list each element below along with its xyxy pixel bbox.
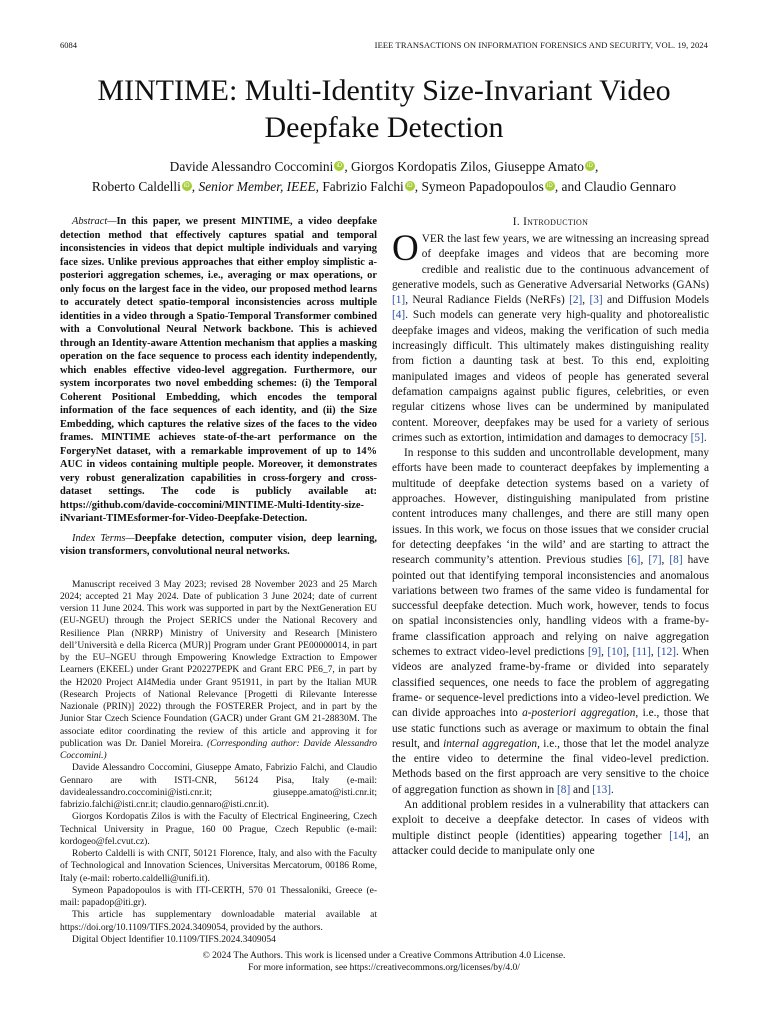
citation-link[interactable]: [8]	[669, 554, 683, 567]
author-role: Senior Member, IEEE	[198, 179, 316, 194]
orcid-icon[interactable]: iD	[334, 161, 344, 171]
citation-link[interactable]: [7]	[648, 554, 662, 567]
footnote: Digital Object Identifier 10.1109/TIFS.2024.3409054	[72, 934, 276, 945]
author-name: , Giorgos Kordopatis Zilos, Giuseppe Amato	[344, 159, 584, 174]
license-line: © 2024 The Authors. This work is licensed under a Creative Commons Attribution 4.0 License.	[202, 951, 566, 961]
citation-link[interactable]: [3]	[589, 294, 603, 307]
citation-link[interactable]: [14]	[669, 829, 688, 842]
index-terms-text: Deepfake detection, computer vision, deep learning, vision transformers, convolutional neural networks.	[60, 532, 377, 557]
author-name: , Symeon Papadopoulos	[414, 179, 544, 194]
citation-link[interactable]: [2]	[569, 294, 583, 307]
paragraph: OVER the last few years, we are witnessing an increasing spread of deepfake images and videos that are becoming more credible and realistic due to the continuous advancement of generative models, such as Generative Adversarial Networks (GANs) [1], Neural Radiance Fields (NeRFs) [2], [3] and Diffusion Models [4]. Such models can generate very high-quality and photorealistic deepfake images and videos, making the verification of such media increasingly difficult. This ultimately makes distinguishing reality from fiction a daunting task at best. To this end, exploiting manipulated images and videos of people has generated several defamation campaigns against public figures, celebrities, or even regular citizens whose lives can be undermined by manipulated content. Moreover, deepfakes may be used for a variety of serious crimes such as extortion, intimidation and damages to democracy [5].	[392, 228, 709, 444]
footnotes	[60, 579, 377, 947]
orcid-icon[interactable]: iD	[585, 161, 595, 171]
left-column	[60, 215, 377, 946]
paper-title: MINTIME: Multi-Identity Size-Invariant Video Deepfake Detection	[97, 74, 671, 144]
citation-link[interactable]: [9]	[587, 646, 602, 659]
right-column	[392, 215, 709, 859]
index-terms-label: Index Terms—	[72, 532, 135, 544]
author-list: Davide Alessandro Coccomini iD , Giorgos Kordopatis Zilos, Giuseppe Amato iD , Roberto Caldelli iD , Senior Member, IEEE, Fabrizio Falchi iD , Symeon Papadopoulos iD , and Claudio Gennaro	[91, 159, 677, 194]
paragraph: An additional problem resides in a vulnerability that attackers can exploit to deceive a deepfake detector. In cases of videos with multiple distinct people (identities) appearing together [14], an attacker could decide to manipulate only one	[392, 798, 710, 857]
citation-link[interactable]: [13]	[592, 783, 612, 796]
orcid-icon[interactable]: iD	[182, 181, 192, 191]
footnote: Manuscript received 3 May 2023; revised 28 November 2023 and 25 March 2024; accepted 21 May 2024. Date of publication 3 June 2024; date of current version 11 June 2024. This work was supported in part by the NextGeneration EU (EU-NGEU) through the Project SERICS under the National Recovery and Resilience Plan (NRRP) Ministry of University and Research [Ministero dell’Università e della Ricerca (MUR)] Program under Grant PE00000014, in part by the EU–NGEU through Empowering Knowledge Extraction to Empower Learners (EKEEL) under Grant P20227PEPK and Grant ERC PE6_7, in part by the H2020 Project AI4Media under Grant 951911, in part by the Italian MUR (Research Projects of National Relevance [Progetti di Rilevante Interesse Nazionale (PRIN)] 2022) through the FOSTERER Project, and in part by the Junior Star Czech Science Foundation (GACR) under Grant GM 21-28830M. The associate editor coordinating the review of this article and approving it for publication was Dr. Daniel Moreira. (Corresponding author: Davide Alessandro Coccomini.)	[60, 579, 378, 761]
footnote: Giorgos Kordopatis Zilos is with the Faculty of Electrical Engineering, Czech Technical University in Prague, 160 00 Prague, Czech Republic (e-mail: kordogeo@fel.cvut.cz).	[60, 812, 377, 847]
section-body	[392, 228, 710, 859]
page-number: 6084	[60, 40, 77, 50]
paragraph: In response to this sudden and uncontrollable development, many efforts have been made to counteract deepfakes by implementing a multitude of deepfake detection systems based on a variety of approaches. However, distinguishing manipulated from pristine content introduces many challenges, and there are still many open issues. In this work, we focus on those issues that we consider crucial for detecting deepfakes ‘in the wild’ and are starting to attract the research community’s attention. Previous studies [6], [7], [8] have pointed out that identifying temporal inconsistencies and anomalous variations between two frames of the same video is fundamental for successful deepfake detection. Much work, however, tends to focus on spatial inconsistencies only, handling videos with a frame-by-frame classification approach and relying on naive aggregation schemes to extract video-level predictions [9], [10], [11], [12]. When videos are analyzed frame-by-frame or divided into separately classified sequences, one needs to face the problem of aggregating frame- or sequence-level predictions into a video-level prediction. We can divide approaches into a-posteriori aggregation, i.e., those that use static functions such as average or maximum to obtain the final result, and internal aggregation, i.e., those that let the model analyze the entire video to determine the final video-level prediction. Methods based on the first approach are very sensitive to the choice of aggregation function as shown in [8] and [13].	[392, 447, 710, 796]
license-link[interactable]: For more information, see https://creativecommons.org/licenses/by/4.0/	[248, 963, 520, 973]
citation-link[interactable]: [8]	[557, 783, 571, 796]
running-header	[60, 38, 708, 52]
author-name: Roberto Caldelli	[91, 179, 181, 194]
author-name: Davide Alessandro Coccomini	[169, 159, 334, 174]
drop-cap: O	[392, 228, 419, 269]
citation-link[interactable]: [6]	[627, 554, 641, 567]
author-name: , Fabrizio Falchi	[315, 179, 404, 194]
index-terms	[60, 532, 377, 559]
orcid-icon[interactable]: iD	[545, 181, 555, 191]
orcid-icon[interactable]: iD	[405, 181, 415, 191]
abstract	[60, 215, 377, 526]
corresponding-author: (Corresponding author: Davide Alessandro Coccomini.)	[60, 738, 378, 761]
footnote: Symeon Papadopoulos is with ITI-CERTH, 570 01 Thessaloniki, Greece (e-mail: papadop@iti.gr).	[60, 885, 377, 908]
citation-link[interactable]: [1]	[392, 294, 406, 307]
citation-link[interactable]: [11]	[632, 646, 651, 659]
footnote: This article has supplementary downloadable material available at https://doi.org/10.1109/TIFS.2024.3409054, provided by the authors.	[60, 910, 377, 933]
footnote: Roberto Caldelli is with CNIT, 50121 Florence, Italy, and also with the Faculty of Technological and Innovation Sciences, Universitas Mercatorum, 00186 Rome, Italy (e-mail: roberto.caldelli@unifi.it).	[60, 849, 377, 884]
journal-name: IEEE TRANSACTIONS ON INFORMATION FORENSICS AND SECURITY, VOL. 19, 2024	[374, 40, 708, 50]
author-name: , and Claudio Gennaro	[554, 179, 677, 194]
license-footer	[40, 950, 728, 974]
abstract-text: In this paper, we present MINTIME, a video deepfake detection method that effectively captures spatial and temporal inconsistencies in videos that depict multiple individuals and varying face sizes. Unlike previous approaches that either employ simplistic a-posteriori aggregation schemes, i.e., averaging or max operations, or only focus on the largest face in the video, our proposed method learns to accurately detect spatio-temporal inconsistencies across multiple identities in a video through a Spatio-Temporal Transformer combined with a Convolutional Neural Network backbone. This is achieved through an Identity-aware Attention mechanism that applies a masking operation on the face sequence to process each identity independently, which enables effective video-level aggregation. Furthermore, our system incorporates two novel embedding schemes: (i) the Temporal Coherent Positional Embedding, which encodes the temporal information of the face sequences of each identity, and (ii) the Size Embedding, which captures the relative sizes of the faces to the video frames. MINTIME achieves state-of-the-art performance on the ForgeryNet dataset, with a remarkable improvement of up to 14% AUC in videos containing multiple people. Moreover, it demonstrates very robust generalization capabilities in cross-forgery and cross-dataset settings. The code is publicly available at: https://github.com/davide-coccomini/MINTIME-Multi-Identity-size-iNvariant-TIMEsformer-for-Video-Deepfake-Detection.	[60, 216, 377, 524]
footnote: Davide Alessandro Coccomini, Giuseppe Amato, Fabrizio Falchi, and Claudio Gennaro are with ISTI-CNR, 56124 Pisa, Italy (e-mail: davidealessandro.coccomini@isti.cnr.it; giuseppe.amato@isti.cnr.it; fabrizio.falchi@isti.cnr.it; claudio.gennaro@isti.cnr.it).	[60, 763, 377, 810]
citation-link[interactable]: [10]	[607, 646, 627, 659]
citation-link[interactable]: [5]	[690, 431, 704, 444]
abstract-label: Abstract—	[72, 216, 117, 227]
citation-link[interactable]: [12]	[657, 646, 676, 659]
section-heading: I. Introduction	[512, 216, 589, 228]
citation-link[interactable]: [4]	[392, 309, 406, 322]
